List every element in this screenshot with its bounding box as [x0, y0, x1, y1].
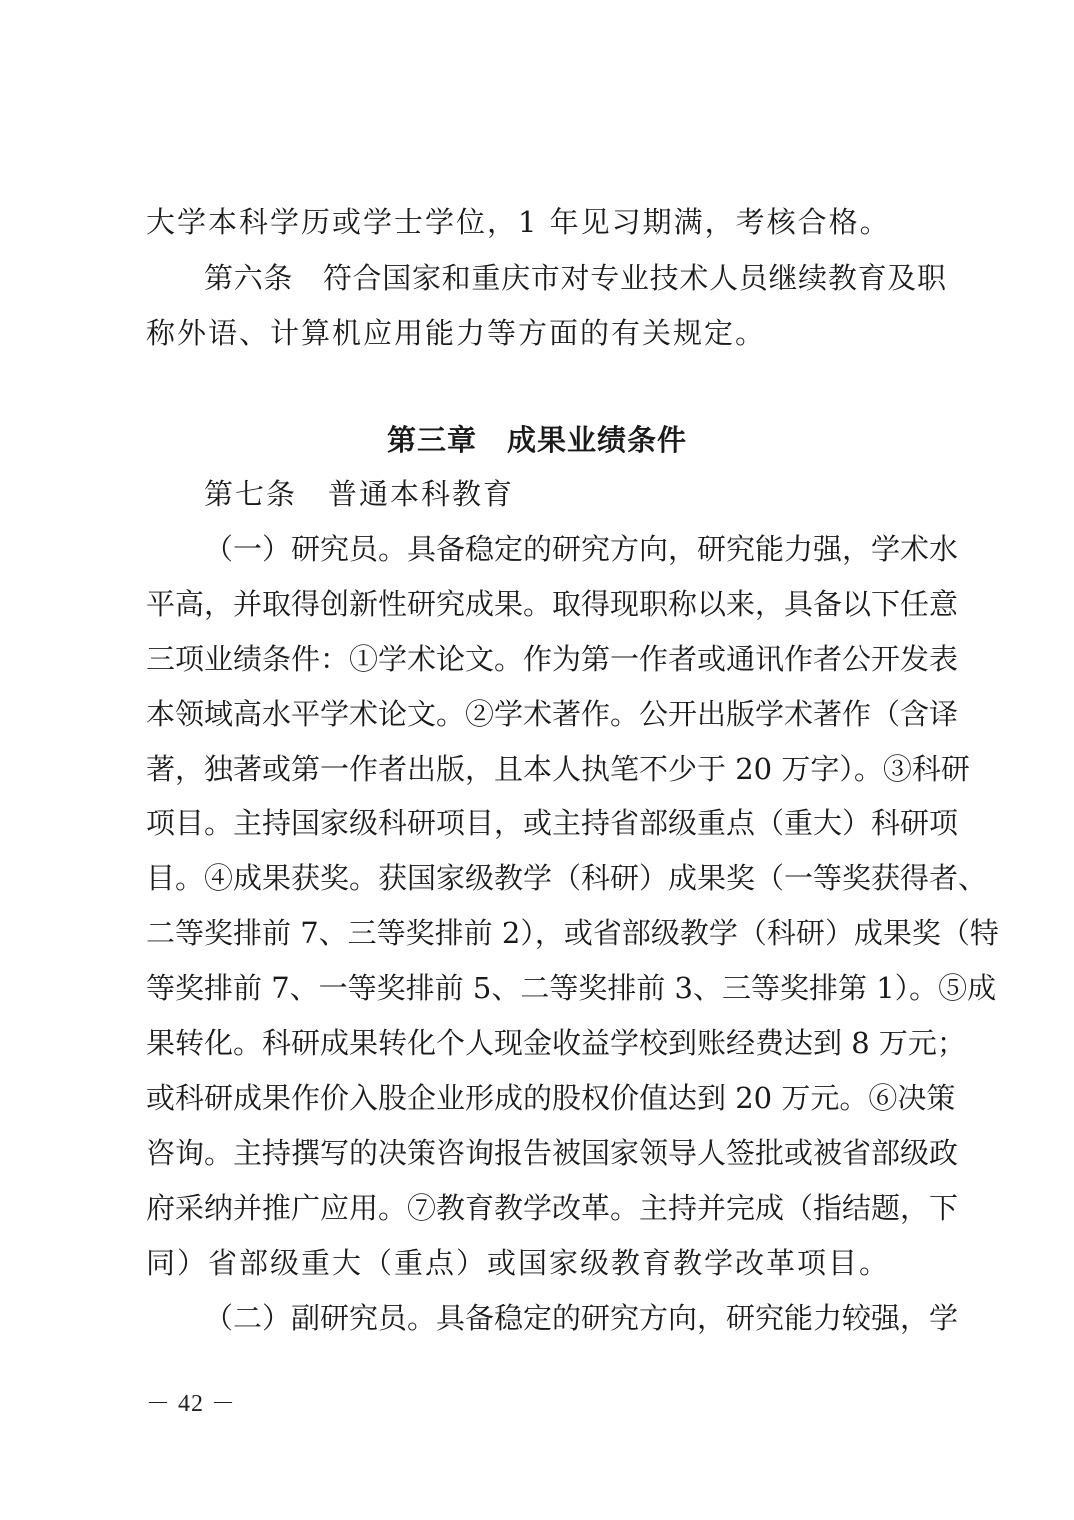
item-1-line: 果转化。科研成果转化个人现金收益学校到账经费达到 8 万元；: [146, 1026, 966, 1060]
item-1-line: 目。④成果获奖。获国家级教学（科研）成果奖（一等奖获得者、: [146, 861, 988, 895]
item-1-line: 咨询。主持撰写的决策咨询报告被国家领导人签批或被省部级政: [146, 1136, 959, 1170]
item-2-line: （二）副研究员。具备稳定的研究方向，研究能力较强，学: [204, 1301, 959, 1335]
article-6-line-1: 第六条 符合国家和重庆市对专业技术人员继续教育及职: [204, 261, 946, 295]
item-1-line: 三项业绩条件：①学术论文。作为第一作者或通讯作者公开发表: [146, 642, 959, 676]
item-1-line: 本领域高水平学术论文。②学术著作。公开出版学术著作（含译: [146, 697, 959, 731]
page-number: － 42 －: [146, 1391, 236, 1417]
item-1-line: 等奖排前 7、一等奖排前 5、二等奖排前 3、三等奖排第 1）。⑤成: [146, 971, 997, 1005]
item-1-line: 二等奖排前 7、三等奖排前 2），或省部级教学（科研）成果奖（特: [146, 916, 999, 950]
item-1-line: （一）研究员。具备稳定的研究方向，研究能力强，学术水: [204, 532, 959, 566]
chapter-title: 第三章 成果业绩条件: [386, 423, 687, 457]
continuation-line: 大学本科学历或学士学位，1 年见习期满，考核合格。: [146, 205, 891, 239]
item-1-line: 府采纳并推广应用。⑦教育教学改革。主持并完成（指结题，下: [146, 1191, 959, 1225]
item-1-line: 著，独著或第一作者出版，且本人执笔不少于 20 万字）。③科研: [146, 752, 970, 786]
article-7-heading: 第七条 普通本科教育: [204, 477, 515, 511]
item-1-line: 平高，并取得创新性研究成果。取得现职称以来，具备以下任意: [146, 587, 959, 621]
article-6-line-2: 称外语、计算机应用能力等方面的有关规定。: [146, 316, 767, 350]
item-1-line: 或科研成果作价入股企业形成的股权价值达到 20 万元。⑥决策: [146, 1081, 956, 1115]
item-1-line: 项目。主持国家级科研项目，或主持省部级重点（重大）科研项: [146, 806, 959, 840]
item-1-line: 同）省部级重大（重点）或国家级教育教学改革项目。: [146, 1246, 891, 1280]
